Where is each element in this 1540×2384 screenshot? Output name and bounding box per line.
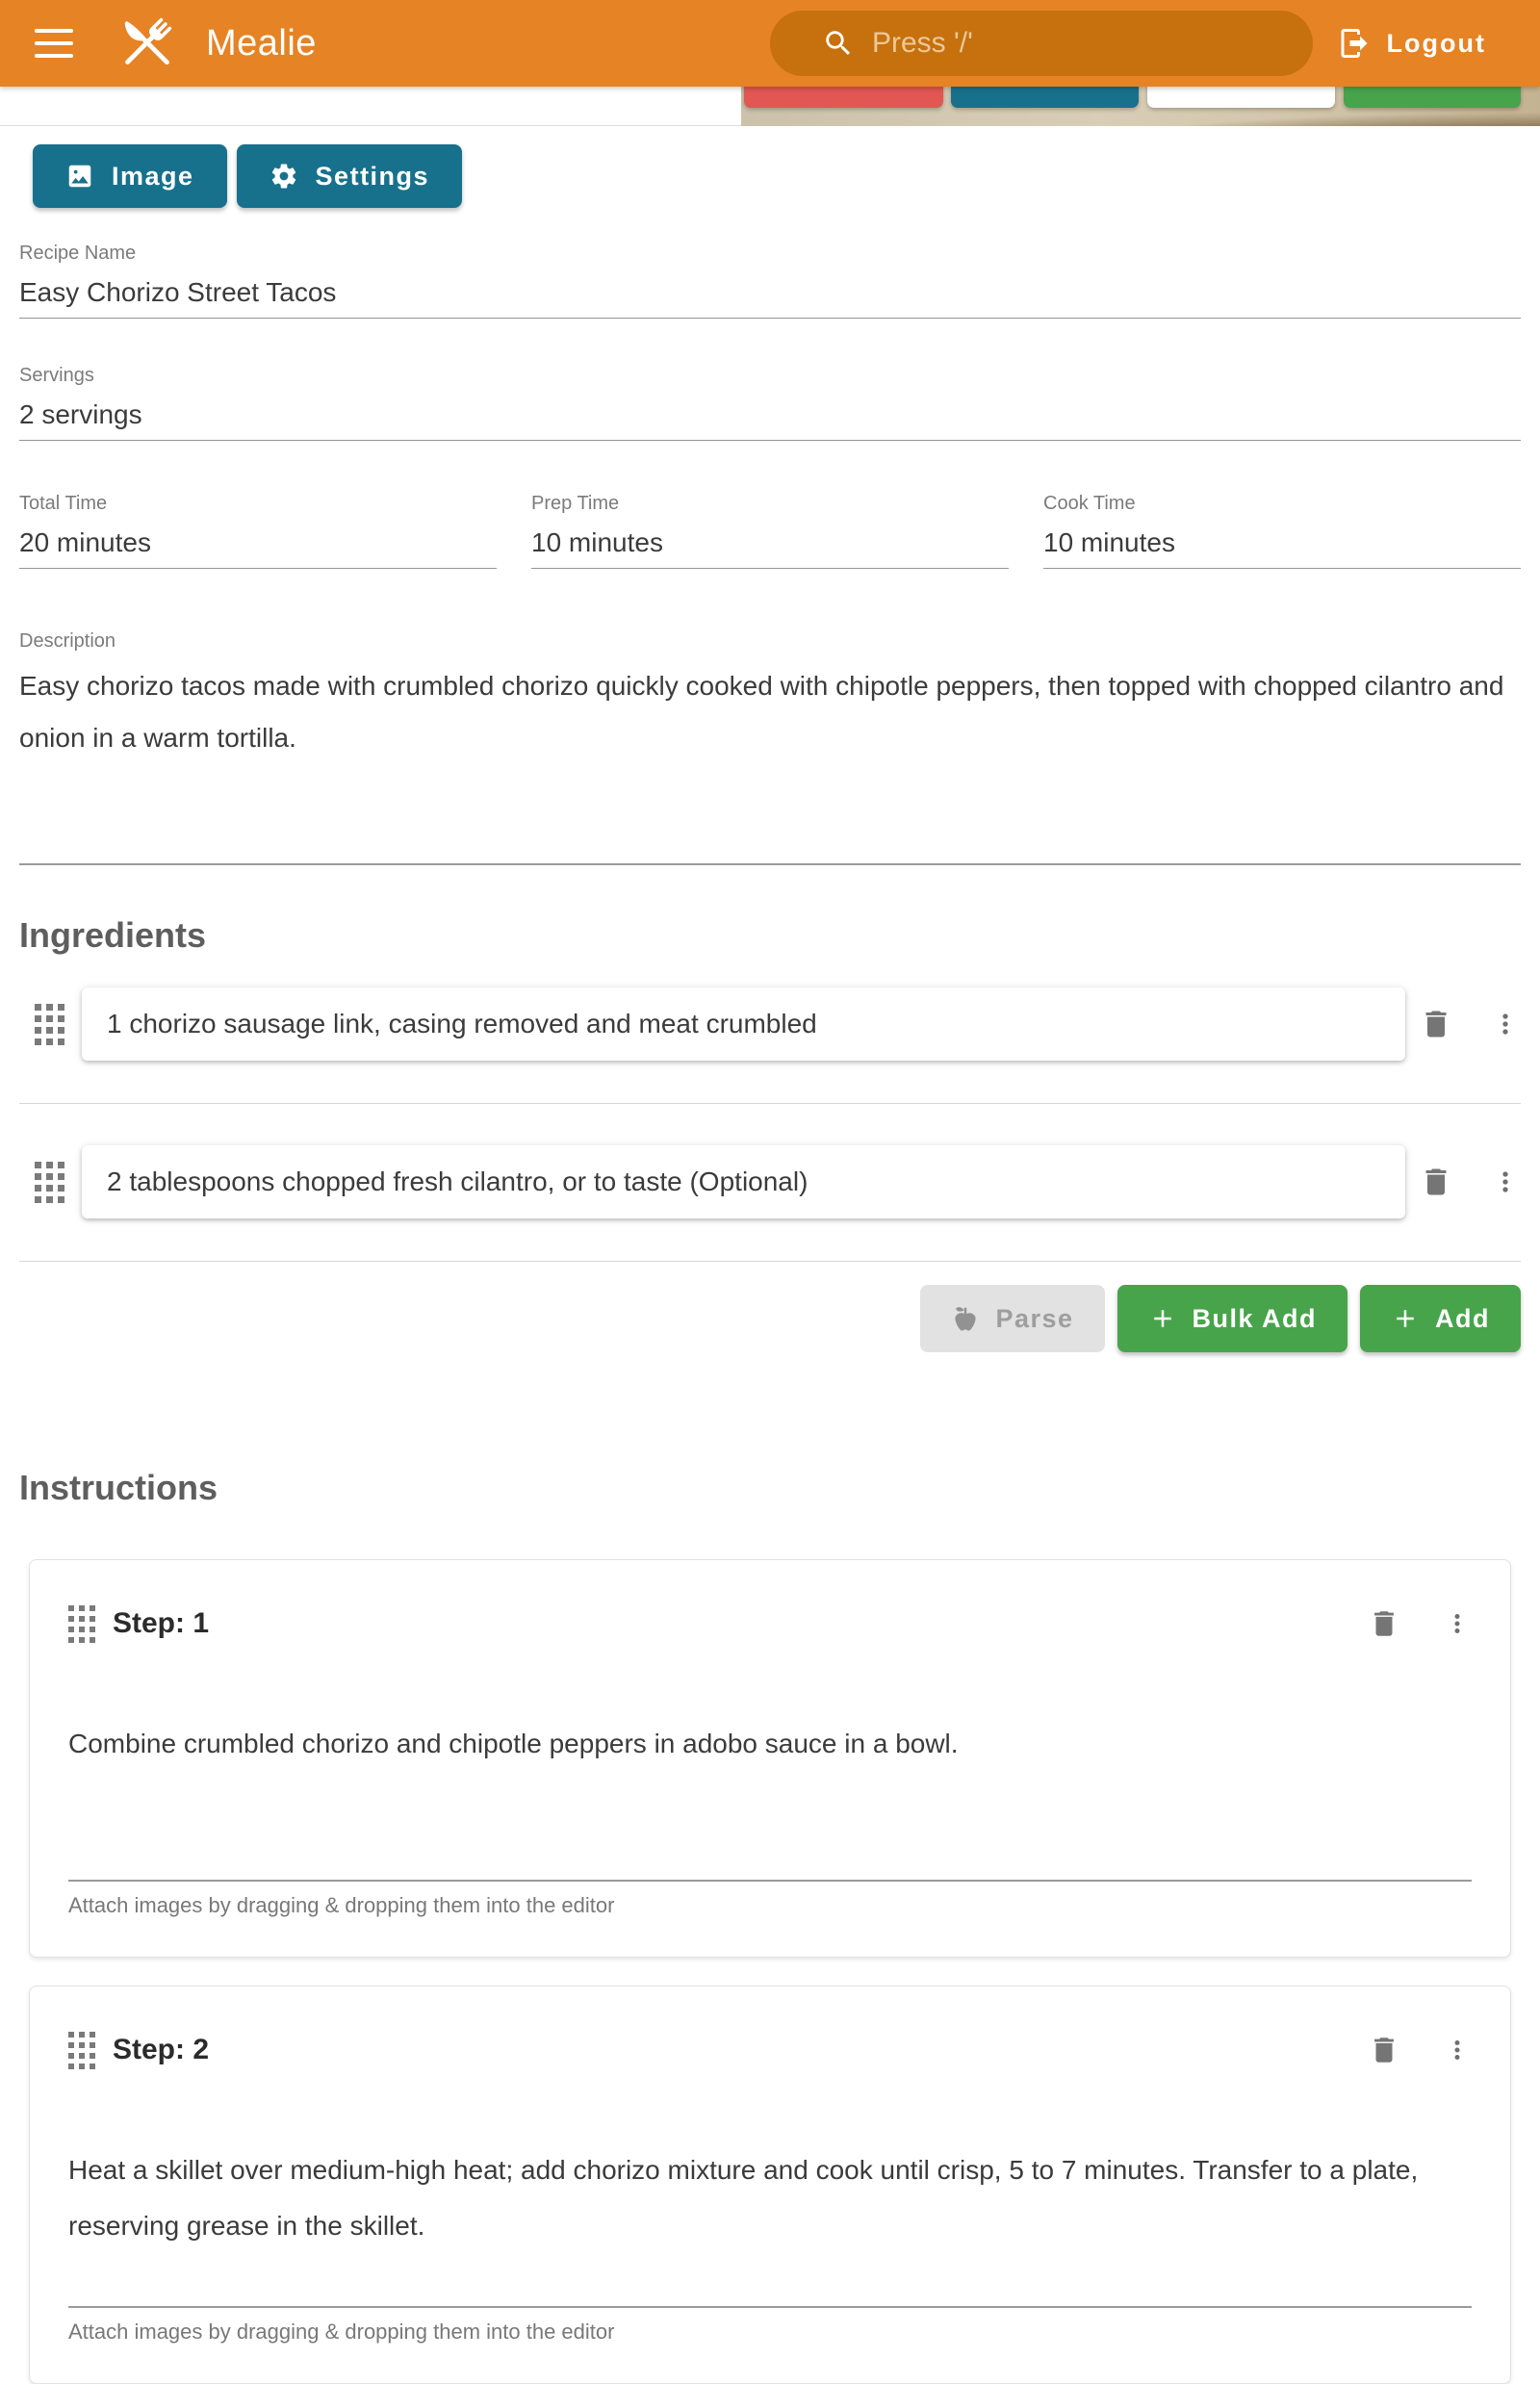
logout-label: Logout [1386, 28, 1486, 58]
prep-time-field [531, 493, 1009, 569]
trash-icon [1419, 1165, 1453, 1199]
total-time-input[interactable] [19, 527, 497, 569]
apple-icon [951, 1304, 980, 1333]
add-button-label: Add [1435, 1303, 1490, 1333]
drag-handle-icon[interactable] [68, 1605, 95, 1643]
step-card [29, 1986, 1511, 2384]
parse-button[interactable] [920, 1285, 1104, 1352]
step-title: Step: 2 [113, 2034, 210, 2065]
attach-images-hint: Attach images by dragging & dropping them into the editor [68, 1893, 615, 1917]
step-menu-button[interactable] [1443, 2034, 1472, 2066]
prep-time-input[interactable] [531, 527, 1009, 569]
plus-icon [1391, 1304, 1420, 1333]
prep-time-label: Prep Time [531, 493, 620, 514]
step-text-editor[interactable] [68, 2115, 1472, 2308]
step-menu-button[interactable] [1443, 1607, 1472, 1640]
plus-icon [1148, 1304, 1177, 1333]
image-button-label: Image [112, 161, 194, 191]
logout-icon [1337, 26, 1372, 61]
editor-toolbar [33, 144, 1521, 208]
app-header [0, 0, 1540, 87]
search-icon [822, 27, 855, 60]
image-button[interactable] [33, 144, 227, 208]
delete-step-button[interactable] [1368, 1607, 1400, 1640]
total-time-field [19, 493, 497, 569]
description-label: Description [19, 630, 116, 652]
step-text: Combine crumbled chorizo and chipotle peppers in adobo sauce in a bowl. [68, 1729, 959, 1758]
ingredient-input[interactable] [107, 1009, 1380, 1039]
ingredient-divider [19, 1261, 1521, 1262]
total-time-label: Total Time [19, 493, 108, 514]
attach-images-hint: Attach images by dragging & dropping them into the editor [68, 2320, 615, 2344]
description-field [19, 630, 1521, 865]
instructions-heading: Instructions [19, 1468, 218, 1507]
servings-field [19, 365, 1521, 441]
settings-button-label: Settings [315, 161, 430, 191]
step-text-editor[interactable] [68, 1689, 1472, 1882]
step-card [29, 1559, 1511, 1958]
cook-time-field [1043, 493, 1521, 569]
ingredient-input-card [82, 1145, 1405, 1218]
recipe-name-field [19, 243, 1521, 319]
add-button[interactable] [1360, 1285, 1521, 1352]
servings-label: Servings [19, 365, 94, 386]
kebab-icon [1443, 2034, 1472, 2066]
delete-ingredient-button[interactable] [1419, 1007, 1453, 1041]
card-edge-divider [0, 125, 770, 126]
ingredient-menu-button[interactable] [1490, 1007, 1521, 1041]
menu-icon[interactable] [35, 29, 73, 58]
ingredients-heading: Ingredients [19, 915, 207, 955]
drag-handle-icon[interactable] [35, 1004, 64, 1045]
ingredient-divider [19, 1103, 1521, 1104]
trash-icon [1368, 1607, 1400, 1640]
app-title: Mealie [206, 22, 317, 64]
ingredient-row [19, 1145, 1521, 1218]
recipe-name-label: Recipe Name [19, 243, 137, 264]
drag-handle-icon[interactable] [68, 2032, 95, 2069]
kebab-icon [1490, 1165, 1521, 1199]
step-header [68, 2019, 1472, 2081]
servings-input[interactable] [19, 399, 1521, 441]
logout-button[interactable] [1337, 0, 1486, 87]
delete-ingredient-button[interactable] [1419, 1165, 1453, 1199]
search-input[interactable] [872, 27, 1238, 60]
parse-button-label: Parse [995, 1303, 1074, 1333]
description-textarea[interactable]: Easy chorizo tacos made with crumbled chorizo quickly cooked with chipotle peppers, then topped with chopped cilantro and onion in a warm tortilla. [19, 660, 1521, 865]
ingredient-row [19, 987, 1521, 1061]
search-bar[interactable] [770, 11, 1313, 76]
gear-icon [270, 162, 298, 191]
hero-strip [0, 87, 1540, 126]
times-row [19, 493, 1521, 569]
ingredient-actions [19, 1285, 1521, 1352]
recipe-photo [741, 87, 1540, 126]
step-text: Heat a skillet over medium-high heat; add chorizo mixture and cook until crisp, 5 to 7 minutes. Transfer to a plate, reserving grease in the skillet. [68, 2155, 1419, 2241]
kebab-icon [1443, 1607, 1472, 1640]
drag-handle-icon[interactable] [35, 1162, 64, 1203]
trash-icon [1368, 2034, 1400, 2066]
bulk-add-button-label: Bulk Add [1192, 1303, 1318, 1333]
image-icon [65, 162, 94, 191]
recipe-editor [0, 144, 1540, 2384]
ingredient-input[interactable] [107, 1166, 1380, 1197]
cook-time-label: Cook Time [1043, 493, 1136, 514]
delete-step-button[interactable] [1368, 2034, 1400, 2066]
recipe-name-input[interactable] [19, 277, 1521, 319]
cook-time-input[interactable] [1043, 527, 1521, 569]
bulk-add-button[interactable] [1117, 1285, 1348, 1352]
kebab-icon [1490, 1007, 1521, 1041]
settings-button[interactable] [237, 144, 463, 208]
mealie-logo-icon [112, 9, 181, 78]
step-title: Step: 1 [113, 1607, 210, 1639]
trash-icon [1419, 1007, 1453, 1041]
step-header [68, 1593, 1472, 1654]
ingredient-input-card [82, 987, 1405, 1061]
ingredient-menu-button[interactable] [1490, 1165, 1521, 1199]
